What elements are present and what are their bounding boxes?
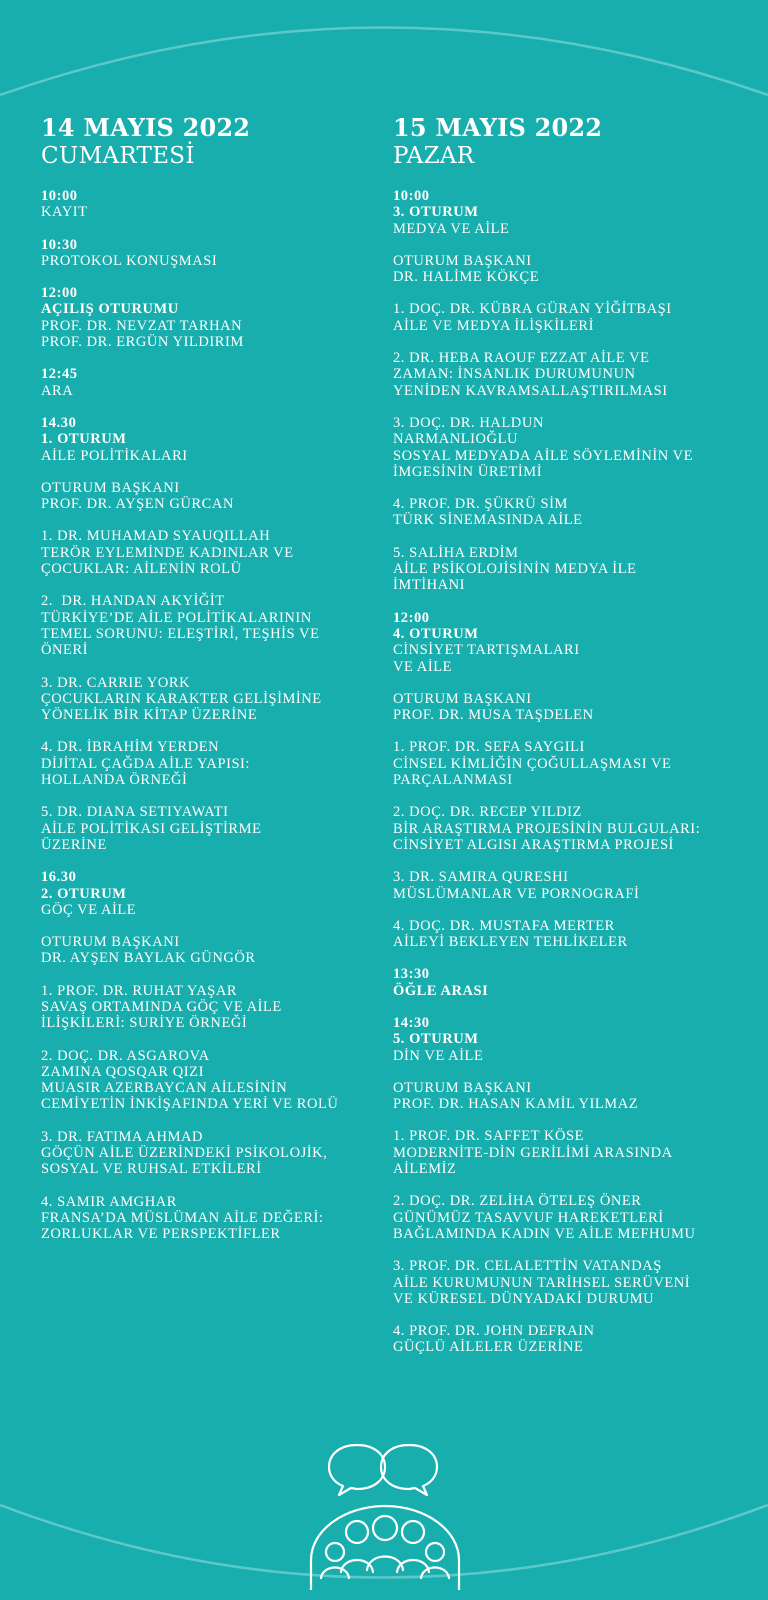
program-line: 3. DOÇ. DR. HALDUN: [393, 414, 544, 431]
program-block: [41, 869, 371, 918]
program-block: [393, 1193, 743, 1242]
program-line: PROF. DR. AYŞEN GÜRCAN: [41, 496, 234, 513]
program-block: [41, 675, 371, 724]
program-line: ARA: [41, 382, 74, 399]
program-line: MUASIR AZERBAYCAN AİLESİNİN: [41, 1080, 288, 1097]
program-block: [393, 739, 743, 788]
program-line: ZAMINA QOSQAR QIZI: [41, 1063, 204, 1080]
program-line: GÜNÜMÜZ TASAVVUF HAREKETLERİ: [393, 1209, 664, 1226]
program-line: MEDYA VE AİLE: [393, 220, 510, 237]
program-block: [393, 1323, 743, 1356]
program-line: MÜSLÜMANLAR VE PORNOGRAFİ: [393, 885, 640, 902]
program-line: 2. DOÇ. DR. ASGAROVA: [41, 1047, 210, 1064]
program-block: [41, 593, 371, 658]
program-block: [41, 480, 371, 513]
program-line: SOSYAL MEDYADA AİLE SÖYLEMİNİN VE: [393, 447, 694, 464]
day-two-date: 15 MAYIS 2022: [393, 113, 603, 142]
program-line: VE AİLE: [393, 658, 453, 675]
program-line: 3. PROF. DR. CELALETTİN VATANDAŞ: [393, 1258, 662, 1275]
program-heading: 13:30: [393, 966, 430, 983]
program-line: 4. SAMIR AMGHAR: [41, 1193, 177, 1210]
program-block: [41, 934, 371, 967]
program-heading: 12:00: [393, 609, 430, 626]
program-line: CİNSİYET TARTIŞMALARI: [393, 642, 580, 659]
program-block: [41, 1194, 371, 1243]
day-two-column: [393, 114, 743, 1372]
program-line: AİLEYİ BEKLEYEN TEHLİKELER: [393, 934, 628, 951]
program-line: İLİŞKİLERİ: SURİYE ÖRNEĞİ: [41, 1015, 248, 1032]
program-line: CEMİYETİN İNKİŞAFINDA YERİ VE ROLÜ: [41, 1096, 339, 1113]
program-line: ÇOCUKLARIN KARAKTER GELİŞİMİNE: [41, 690, 322, 707]
program-line: KAYIT: [41, 204, 88, 221]
program-line: İMTİHANI: [393, 577, 466, 594]
program-line: TÜRKİYE’DE AİLE POLİTİKALARININ: [41, 609, 312, 626]
program-block: [41, 983, 371, 1032]
program-block: [393, 1258, 743, 1307]
program-line: ÜZERİNE: [41, 836, 107, 853]
program-block: [393, 804, 743, 853]
program-line: PROF. DR. ERGÜN YILDIRIM: [41, 334, 244, 351]
program-heading: 1. OTURUM: [41, 431, 127, 448]
program-line: DİN VE AİLE: [393, 1047, 484, 1064]
program-line: MODERNİTE-DİN GERİLİMİ ARASINDA: [393, 1144, 673, 1161]
program-line: ÇOCUKLAR: AİLENİN ROLÜ: [41, 561, 242, 578]
program-block: [393, 545, 743, 594]
program-block: [41, 237, 371, 270]
program-line: GÖÇÜN AİLE ÜZERİNDEKİ PSİKOLOJİK,: [41, 1145, 328, 1162]
program-line: OTURUM BAŞKANI: [393, 1079, 532, 1096]
program-line: İMGESİNİN ÜRETİMİ: [393, 463, 543, 480]
program-block: [393, 1128, 743, 1177]
program-block: [393, 691, 743, 724]
program-line: SOSYAL VE RUHSAL ETKİLERİ: [41, 1161, 262, 1178]
program-line: DR. AYŞEN BAYLAK GÜNGÖR: [41, 950, 256, 967]
program-block: [393, 966, 743, 999]
program-heading: ÖĞLE ARASI: [393, 982, 489, 999]
program-line: 4. PROF. DR. ŞÜKRÜ SİM: [393, 496, 568, 513]
program-line: 2. DR. HANDAN AKYİĞİT: [41, 593, 225, 610]
program-block: [41, 366, 371, 399]
program-block: [393, 415, 743, 480]
program-heading: 14.30: [41, 414, 77, 431]
program-block: [393, 918, 743, 951]
program-line: 2. DOÇ. DR. ZELİHA ÖTELEŞ ÖNER: [393, 1193, 642, 1210]
program-block: [393, 869, 743, 902]
program-line: 5. SALİHA ERDİM: [393, 544, 519, 561]
program-line: OTURUM BAŞKANI: [41, 934, 180, 951]
day-one-date: 14 MAYIS 2022: [41, 113, 251, 142]
program-line: NARMANLIOĞLU: [393, 431, 519, 448]
program-block: [393, 188, 743, 237]
program-line: 1. DR. MUHAMAD SYAUQILLAH: [41, 528, 271, 545]
program-line: PARÇALANMASI: [393, 772, 513, 789]
program-line: CİNSEL KİMLİĞİN ÇOĞULLAŞMASI VE: [393, 755, 672, 772]
program-line: TERÖR EYLEMİNDE KADINLAR VE: [41, 544, 294, 561]
program-line: PROTOKOL KONUŞMASI: [41, 252, 218, 269]
day-one-column: [41, 114, 371, 1259]
day-one-name: CUMARTESİ: [41, 143, 195, 169]
program-heading: 12:00: [41, 285, 78, 302]
program-line: 4. DOÇ. DR. MUSTAFA MERTER: [393, 917, 615, 934]
program-heading: 4. OTURUM: [393, 625, 479, 642]
program-block: [41, 739, 371, 788]
program-line: TEMEL SORUNU: ELEŞTİRİ, TEŞHİS VE: [41, 625, 320, 642]
program-heading: 14:30: [393, 1014, 430, 1031]
program-line: YÖNELİK BİR KİTAP ÜZERİNE: [41, 707, 258, 724]
program-line: CİNSİYET ALGISI ARAŞTIRMA PROJESİ: [393, 836, 674, 853]
program-line: 1. PROF. DR. SAFFET KÖSE: [393, 1128, 585, 1145]
program-block: [41, 1129, 371, 1178]
program-heading: AÇILIŞ OTURUMU: [41, 301, 179, 318]
program-heading: 10:30: [41, 236, 78, 253]
program-block: [393, 253, 743, 286]
program-line: OTURUM BAŞKANI: [393, 690, 532, 707]
program-line: DİJİTAL ÇAĞDA AİLE YAPISI:: [41, 755, 251, 772]
day-one-program: [41, 188, 371, 1243]
program-line: ZAMAN: İNSANLIK DURUMUNUN: [393, 366, 636, 383]
program-line: AİLEMİZ: [393, 1161, 457, 1178]
program-line: 3. DR. CARRIE YORK: [41, 674, 191, 691]
family-speech-bubbles-icon: [305, 1440, 465, 1590]
program-block: [393, 610, 743, 675]
program-block: [41, 528, 371, 577]
program-block: [41, 1048, 371, 1113]
program-line: AİLE POLİTİKASI GELİŞTİRME: [41, 820, 262, 837]
day-two-program: [393, 188, 743, 1356]
program-heading: 12:45: [41, 366, 78, 383]
program-line: HOLLANDA ÖRNEĞİ: [41, 772, 188, 789]
program-line: TÜRK SİNEMASINDA AİLE: [393, 512, 583, 529]
program-heading: 2. OTURUM: [41, 885, 127, 902]
program-block: [393, 301, 743, 334]
program-block: [41, 804, 371, 853]
program-line: 3. DR. FATIMA AHMAD: [41, 1128, 204, 1145]
program-line: 4. PROF. DR. JOHN DEFRAIN: [393, 1323, 595, 1340]
program-line: 1. PROF. DR. SEFA SAYGILI: [393, 739, 585, 756]
program-line: PROF. DR. MUSA TAŞDELEN: [393, 707, 594, 724]
program-line: 1. DOÇ. DR. KÜBRA GÜRAN YİĞİTBAŞI: [393, 301, 672, 318]
program-block: [393, 1015, 743, 1064]
program-line: ZORLUKLAR VE PERSPEKTİFLER: [41, 1226, 281, 1243]
program-line: FRANSA’DA MÜSLÜMAN AİLE DEĞERİ:: [41, 1209, 324, 1226]
program-line: DR. HALİME KÖKÇE: [393, 269, 540, 286]
program-heading: 16.30: [41, 869, 77, 886]
program-line: AİLE KURUMUNUN TARİHSEL SERÜVENİ: [393, 1274, 691, 1291]
program-line: OTURUM BAŞKANI: [393, 252, 532, 269]
program-line: 5. DR. DIANA SETIYAWATI: [41, 804, 229, 821]
program-line: SAVAŞ ORTAMINDA GÖÇ VE AİLE: [41, 998, 282, 1015]
program-heading: 10:00: [393, 188, 430, 204]
program-block: [41, 285, 371, 350]
program-block: [393, 496, 743, 529]
program-line: BİR ARAŞTIRMA PROJESİNİN BULGULARI:: [393, 820, 701, 837]
program-line: YENİDEN KAVRAMSALLAŞTIRILMASI: [393, 382, 668, 399]
program-line: AİLE POLİTİKALARI: [41, 447, 188, 464]
program-block: [393, 1080, 743, 1113]
program-block: [393, 350, 743, 399]
program-line: GÖÇ VE AİLE: [41, 901, 137, 918]
program-heading: 5. OTURUM: [393, 1031, 479, 1048]
program-line: 4. DR. İBRAHİM YERDEN: [41, 739, 220, 756]
program-line: BAĞLAMINDA KADIN VE AİLE MEFHUMU: [393, 1225, 696, 1242]
program-line: PROF. DR. HASAN KAMİL YILMAZ: [393, 1096, 639, 1113]
program-line: ÖNERİ: [41, 642, 89, 659]
program-line: 3. DR. SAMIRA QURESHI: [393, 869, 569, 886]
program-heading: 10:00: [41, 188, 78, 204]
program-line: PROF. DR. NEVZAT TARHAN: [41, 317, 243, 334]
program-line: OTURUM BAŞKANI: [41, 479, 180, 496]
program-line: 1. PROF. DR. RUHAT YAŞAR: [41, 982, 238, 999]
program-line: 2. DOÇ. DR. RECEP YILDIZ: [393, 804, 582, 821]
program-block: [41, 188, 371, 221]
program-line: GÜÇLÜ AİLELER ÜZERİNE: [393, 1339, 584, 1356]
program-line: AİLE PSİKOLOJİSİNİN MEDYA İLE: [393, 561, 637, 578]
program-line: AİLE VE MEDYA İLİŞKİLERİ: [393, 317, 595, 334]
program-block: [41, 415, 371, 464]
day-two-name: PAZAR: [393, 143, 475, 169]
program-line: 2. DR. HEBA RAOUF EZZAT AİLE VE: [393, 350, 650, 367]
program-heading: 3. OTURUM: [393, 204, 479, 221]
program-line: VE KÜRESEL DÜNYADAKİ DURUMU: [393, 1290, 655, 1307]
